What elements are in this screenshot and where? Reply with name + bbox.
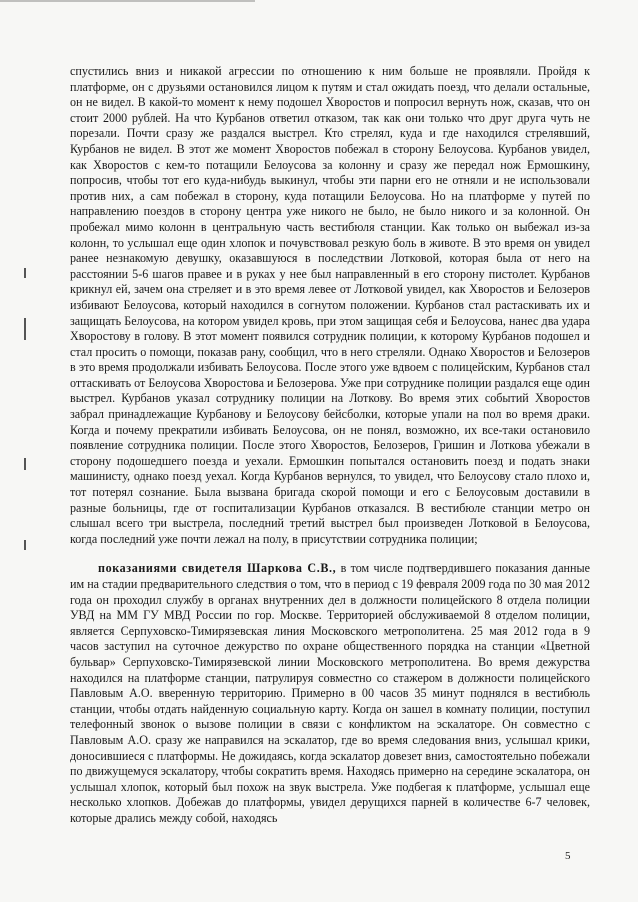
scan-mark [24, 458, 26, 470]
scan-mark [24, 540, 26, 550]
document-body [70, 64, 590, 827]
paragraph: спустились вниз и никакой агрессии по отношению к ним больше не проявляли. Пройдя к платформе, он с друзьями остановился лицом к путям и стал ожидать поезд, что делали остальные, он не видел. В какой-то момент к нему подошел Хворостов и попросил вернуть нож, сказав, что он стоит 2000 рублей. На что Курбанов ответил отказом, так как они только что друг друга чуть не порезали. Почти сразу же раздался выстрел. Кто стрелял, куда и где находился стрелявший, Курбанов не видел. В этот же момент Хворостов побежал в сторону Белоусова. Курбанов увидел, как Хворостов с кем-то потащили Белоусова за колонну и сразу же передал нож Ермошкину, попросив, чтобы тот его куда-нибудь выкинул, чтобы эти парни его не отняли и не использовали против них, а сам побежал в сторону, куда потащили Белоусова. Но на платформе у путей по направлению поездов в сторону центра уже никого не было, не было никого и за колонной. Он пробежал мимо колонн в центральную часть вестибюля станции. Как только он выбежал из-за колонн, то услышал еще один хлопок и почувствовал резкую боль в животе. В это время он увидел ранее незнакомую девушку, оказавшуюся в последствии Лотковой, которая была от него на расстоянии 5-6 шагов правее и в руках у нее был направленный в его сторону пистолет. Курбанов крикнул ей, зачем она стреляет и в это время левее от Лотковой увидел, как Хворостов и Белозеров избивают Белоусова, который находился в согнутом положении. Курбанов стал растаскивать их и защищать Белоусова, на котором увидел кровь, при этом защищая себя и Белоусова, нанес два удара Хворостову в голову. В этот момент появился сотрудник полиции, к которому Курбанов подошел и стал просить о помощи, показав рану, сообщил, что в него стреляли. Однако Хворостов и Белозеров в это время продолжали избивать Белоусова. После этого уже вдвоем с полицейским, Курбанов стал оттаскивать от Белоусова Хворостова и Белозерова. Уже при сотруднике полиции раздался еще один выстрел. Курбанов указал сотруднику полиции на Лоткову. Во время этих событий Хворостов забрал принадлежащие Курбанову и Белоусову бейсболки, которые упали на пол во время драки. Когда и почему прекратили избивать Белоусова, он не понял, возможно, их все-таки остановило появление сотрудника полиции. После этого Хворостов, Белозеров, Гришин и Лоткова убежали в сторону подошедшего поезда и уехали. Ермошкин попытался остановить поезд и подать знаки машинисту, однако поезд уехал. Когда Курбанов вернулся, то увидел, что Белоусову стало плохо и, тот потерял сознание. Была вызвана бригада скорой помощи и его с Белоусовым доставили в разные больницы, где от госпитализации Курбанов отказался. В вестибюле станции метро он слышал всего три выстрела, последний третий выстрел был произведен Лотковой в Белоусова, когда последний уже почти лежал на полу, в присутствии сотрудника полиции; [70, 64, 590, 546]
page-number: 5 [565, 850, 571, 862]
witness-heading: показаниями свидетеля Шаркова С.В., [98, 561, 337, 576]
scan-artifact-top [0, 0, 638, 2]
paragraph [70, 561, 590, 826]
paragraph-text: в том числе подтвердившего показания данные им на стадии предварительного следствия о том, что в период с 19 февраля 2009 года по 30 мая 2012 года он проходил службу в органах внутренних дел в должности полицейского 8 отдела полиции УВД на ММ ГУ МВД России по гор. Москве. Территорией обслуживаемой 8 отделом полиции, является Серпуховско-Тимирязевская линия Московского метрополитена. 25 мая 2012 года в 9 часов заступил на суточное дежурство по охране общественного порядка на станции «Цветной бульвар» Серпуховско-Тимирязевской линии Московского метрополитена. Во время дежурства находился на платформе станции, патрулируя совместно со стажером в должности полицейского Павловым А.О. вверенную территорию. Примерно в 00 часов 35 минут поднялся в вестибюль станции, чтобы отдать найденную социальную карту. Когда он зашел в комнату полиции, поступил телефонный звонок о вызове полиции в связи с конфликтом на эскалаторе. Он совместно с Павловым А.О. сразу же направился на эскалатор, где во время следования вниз, услышал крики, доносившиеся с платформы. Не дожидаясь, когда эскалатор довезет вниз, самостоятельно побежали по движущемуся эскалатору, чтобы сократить время. Находясь примерно на середине эскалатора, он услышал хлопок, который был похож на звук выстрела. Уже подбегая к платформе, услышал еще несколько хлопков. Добежав до платформы, увидел дерущихся парней в количестве 6-7 человек, которые дрались между собой, находясь [70, 561, 590, 825]
scan-mark [24, 318, 26, 340]
scan-mark [24, 268, 26, 278]
